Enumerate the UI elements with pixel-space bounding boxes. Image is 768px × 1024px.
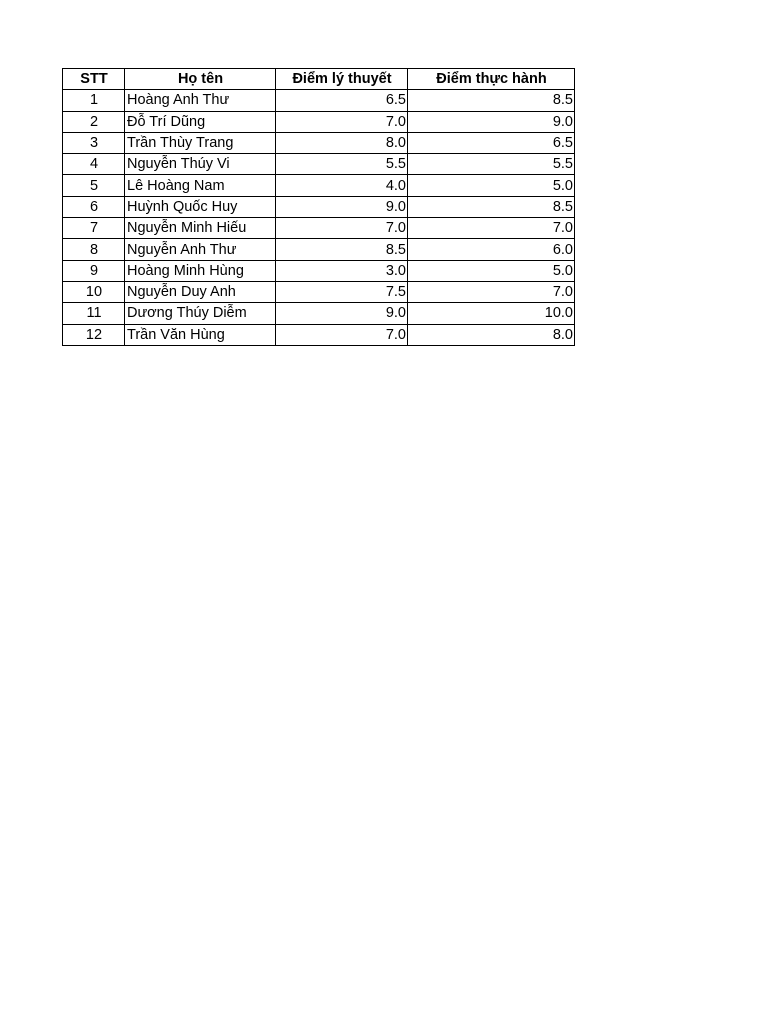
cell-stt: 5: [63, 175, 125, 196]
cell-stt: 1: [63, 90, 125, 111]
cell-stt: 3: [63, 132, 125, 153]
cell-practice-score: 6.0: [408, 239, 575, 260]
header-row: [63, 69, 575, 90]
cell-theory-score: 4.0: [276, 175, 408, 196]
cell-practice-score: 10.0: [408, 303, 575, 324]
cell-practice-score: 8.0: [408, 324, 575, 345]
cell-stt: 7: [63, 218, 125, 239]
table-row: [63, 218, 575, 239]
cell-stt: 10: [63, 281, 125, 302]
cell-stt: 2: [63, 111, 125, 132]
cell-name: Nguyễn Anh Thư: [125, 239, 276, 260]
cell-theory-score: 9.0: [276, 196, 408, 217]
table-body: [63, 90, 575, 346]
table-row: [63, 260, 575, 281]
cell-theory-score: 7.0: [276, 218, 408, 239]
cell-practice-score: 8.5: [408, 196, 575, 217]
cell-stt: 8: [63, 239, 125, 260]
table-row: [63, 239, 575, 260]
cell-practice-score: 8.5: [408, 90, 575, 111]
cell-name: Trần Thùy Trang: [125, 132, 276, 153]
cell-name: Đỗ Trí Dũng: [125, 111, 276, 132]
cell-name: Nguyễn Duy Anh: [125, 281, 276, 302]
cell-practice-score: 6.5: [408, 132, 575, 153]
cell-name: Hoàng Minh Hùng: [125, 260, 276, 281]
cell-theory-score: 7.0: [276, 324, 408, 345]
cell-name: Nguyễn Minh Hiếu: [125, 218, 276, 239]
table-row: [63, 175, 575, 196]
header-theory-score: Điểm lý thuyết: [276, 69, 408, 90]
cell-theory-score: 7.5: [276, 281, 408, 302]
cell-name: Lê Hoàng Nam: [125, 175, 276, 196]
cell-name: Dương Thúy Diễm: [125, 303, 276, 324]
cell-stt: 12: [63, 324, 125, 345]
cell-stt: 11: [63, 303, 125, 324]
cell-practice-score: 7.0: [408, 218, 575, 239]
table-row: [63, 196, 575, 217]
cell-theory-score: 8.0: [276, 132, 408, 153]
cell-practice-score: 5.0: [408, 260, 575, 281]
cell-practice-score: 5.5: [408, 154, 575, 175]
cell-theory-score: 6.5: [276, 90, 408, 111]
score-table: [62, 68, 575, 346]
header-stt: STT: [63, 69, 125, 90]
cell-stt: 4: [63, 154, 125, 175]
cell-name: Hoàng Anh Thư: [125, 90, 276, 111]
table-row: [63, 324, 575, 345]
table-row: [63, 303, 575, 324]
cell-practice-score: 5.0: [408, 175, 575, 196]
header-practice-score: Điểm thực hành: [408, 69, 575, 90]
cell-theory-score: 3.0: [276, 260, 408, 281]
cell-name: Nguyễn Thúy Vi: [125, 154, 276, 175]
table-row: [63, 111, 575, 132]
cell-name: Huỳnh Quốc Huy: [125, 196, 276, 217]
cell-stt: 9: [63, 260, 125, 281]
cell-practice-score: 7.0: [408, 281, 575, 302]
table-row: [63, 132, 575, 153]
cell-name: Trần Văn Hùng: [125, 324, 276, 345]
table-row: [63, 281, 575, 302]
cell-theory-score: 7.0: [276, 111, 408, 132]
cell-practice-score: 9.0: [408, 111, 575, 132]
cell-theory-score: 9.0: [276, 303, 408, 324]
table-row: [63, 90, 575, 111]
cell-stt: 6: [63, 196, 125, 217]
header-name: Họ tên: [125, 69, 276, 90]
cell-theory-score: 5.5: [276, 154, 408, 175]
cell-theory-score: 8.5: [276, 239, 408, 260]
table-row: [63, 154, 575, 175]
